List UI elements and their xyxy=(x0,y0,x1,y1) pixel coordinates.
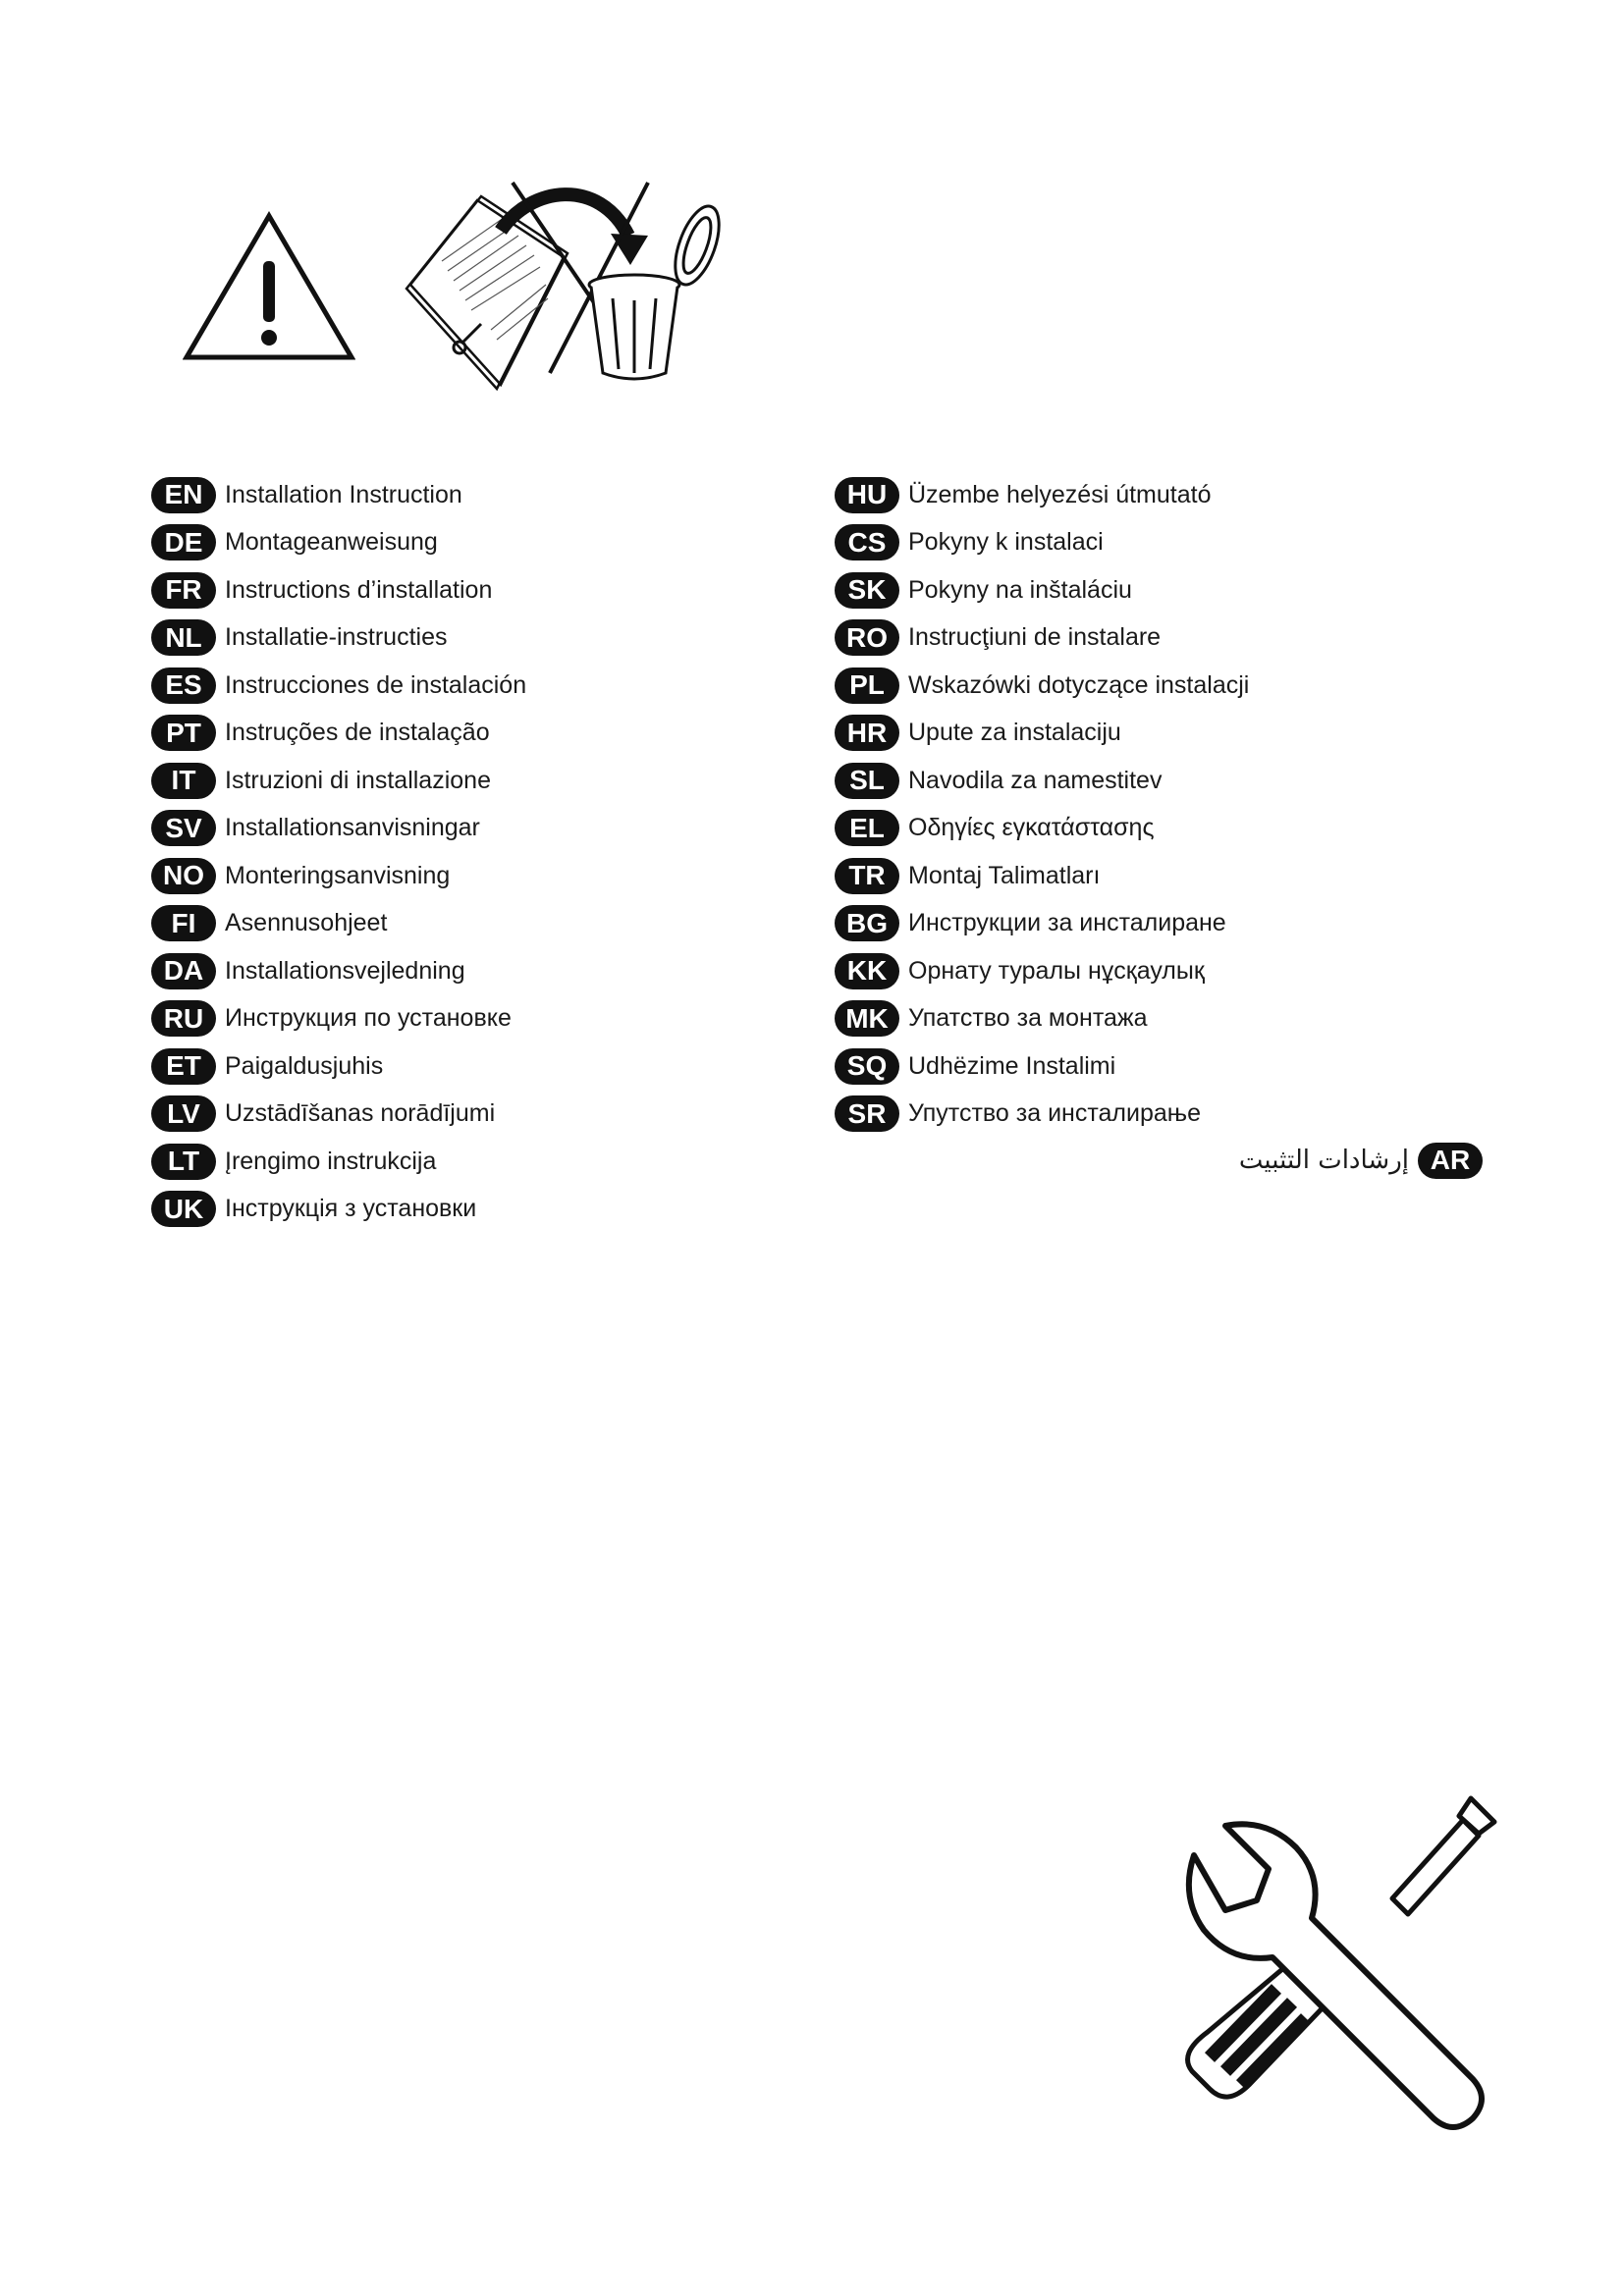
language-label: Инструкции за инсталиране xyxy=(908,909,1226,937)
language-row-kk xyxy=(835,947,1249,995)
language-code-badge: CS xyxy=(835,524,899,561)
language-code-badge: DA xyxy=(151,953,216,989)
language-row-it xyxy=(151,757,526,805)
discard-manual-illustration xyxy=(403,177,727,393)
language-label: Instruções de instalação xyxy=(225,719,490,747)
language-label: Installation Instruction xyxy=(225,480,462,508)
language-row-et xyxy=(151,1042,526,1091)
language-label: Орнату туралы нұсқаулық xyxy=(908,956,1205,985)
language-code-badge: ES xyxy=(151,667,216,704)
language-label: Pokyny k instalaci xyxy=(908,528,1104,557)
language-label: Instrucciones de instalación xyxy=(225,670,527,699)
warning-triangle-icon xyxy=(183,210,355,363)
language-label: Istruzioni di installazione xyxy=(225,766,491,794)
language-code-badge: UK xyxy=(151,1191,216,1227)
language-row-no xyxy=(151,852,526,900)
language-code-badge: HR xyxy=(835,715,899,751)
language-label: Montageanweisung xyxy=(225,528,438,557)
language-row-pl xyxy=(835,662,1249,710)
language-code-badge: HU xyxy=(835,477,899,513)
language-row-hr xyxy=(835,710,1249,758)
language-code-badge: NO xyxy=(151,858,216,894)
language-label: Инструкция по установке xyxy=(225,1004,512,1033)
language-label: Upute za instalaciju xyxy=(908,719,1121,747)
language-row-tr xyxy=(835,852,1249,900)
language-code-badge: BG xyxy=(835,905,899,941)
language-code-badge: SL xyxy=(835,763,899,799)
language-row-sk xyxy=(835,566,1249,614)
language-code-badge: RO xyxy=(835,619,899,656)
language-row-sl xyxy=(835,757,1249,805)
language-label: Wskazówki dotyczące instalacji xyxy=(908,670,1250,699)
language-label: Інструкція з установки xyxy=(225,1195,477,1223)
language-list-right xyxy=(835,471,1249,1138)
language-code-badge: DE xyxy=(151,524,216,561)
language-row-ru xyxy=(151,995,526,1043)
language-label: Упутство за инсталирање xyxy=(908,1099,1201,1128)
language-code-badge: NL xyxy=(151,619,216,656)
language-label: Įrengimo instrukcija xyxy=(225,1147,437,1175)
language-label: Uzstādīšanas norādījumi xyxy=(225,1099,496,1128)
language-code-badge: LT xyxy=(151,1144,216,1180)
language-code-badge: FR xyxy=(151,572,216,609)
language-code-badge: SV xyxy=(151,810,216,846)
language-label: Instructions d’installation xyxy=(225,575,493,604)
language-code-badge: SQ xyxy=(835,1048,899,1085)
language-code-badge: IT xyxy=(151,763,216,799)
language-row-mk xyxy=(835,995,1249,1043)
language-row-ro xyxy=(835,614,1249,663)
language-row-lv xyxy=(151,1091,526,1139)
language-row-uk xyxy=(151,1186,526,1234)
language-code-badge: EN xyxy=(151,477,216,513)
language-code-badge: FI xyxy=(151,905,216,941)
language-row-da xyxy=(151,947,526,995)
language-label: Installationsvejledning xyxy=(225,956,465,985)
language-label: Упатство за монтажа xyxy=(908,1004,1148,1033)
language-label: Installatie-instructies xyxy=(225,623,448,652)
language-code-badge: EL xyxy=(835,810,899,846)
language-label: Asennusohjeet xyxy=(225,909,388,937)
language-row-lt xyxy=(151,1138,526,1186)
language-code-badge: TR xyxy=(835,858,899,894)
language-code-badge: ET xyxy=(151,1048,216,1085)
language-label: إرشادات التثبيت xyxy=(1238,1146,1409,1175)
language-row-ar xyxy=(1159,1137,1483,1184)
language-label: Οδηγίες εγκατάστασης xyxy=(908,814,1155,842)
language-list-left xyxy=(151,471,526,1233)
language-label: Instrucţiuni de instalare xyxy=(908,623,1162,652)
language-code-badge: KK xyxy=(835,953,899,989)
language-row-es xyxy=(151,662,526,710)
language-row-cs xyxy=(835,519,1249,567)
language-code-badge: PT xyxy=(151,715,216,751)
language-label: Montaj Talimatları xyxy=(908,861,1101,889)
language-row-hu xyxy=(835,471,1249,519)
language-row-el xyxy=(835,805,1249,853)
language-row-nl xyxy=(151,614,526,663)
language-row-bg xyxy=(835,900,1249,948)
language-row-pt xyxy=(151,710,526,758)
language-code-badge: AR xyxy=(1418,1143,1483,1179)
language-row-sq xyxy=(835,1042,1249,1091)
language-label: Pokyny na inštaláciu xyxy=(908,575,1132,604)
wrench-screwdriver-icon xyxy=(1129,1787,1502,2150)
language-label: Installationsanvisningar xyxy=(225,814,480,842)
language-row-en xyxy=(151,471,526,519)
language-label: Navodila za namestitev xyxy=(908,766,1163,794)
language-row-sr xyxy=(835,1091,1249,1139)
language-code-badge: SR xyxy=(835,1095,899,1132)
language-code-badge: RU xyxy=(151,1000,216,1037)
language-code-badge: LV xyxy=(151,1095,216,1132)
language-row-de xyxy=(151,519,526,567)
language-label: Paigaldusjuhis xyxy=(225,1051,384,1080)
language-label: Monteringsanvisning xyxy=(225,861,451,889)
language-label: Udhëzime Instalimi xyxy=(908,1051,1116,1080)
language-row-fr xyxy=(151,566,526,614)
language-code-badge: PL xyxy=(835,667,899,704)
language-label: Üzembe helyezési útmutató xyxy=(908,480,1212,508)
language-code-badge: MK xyxy=(835,1000,899,1037)
language-code-badge: SK xyxy=(835,572,899,609)
language-row-sv xyxy=(151,805,526,853)
language-row-fi xyxy=(151,900,526,948)
